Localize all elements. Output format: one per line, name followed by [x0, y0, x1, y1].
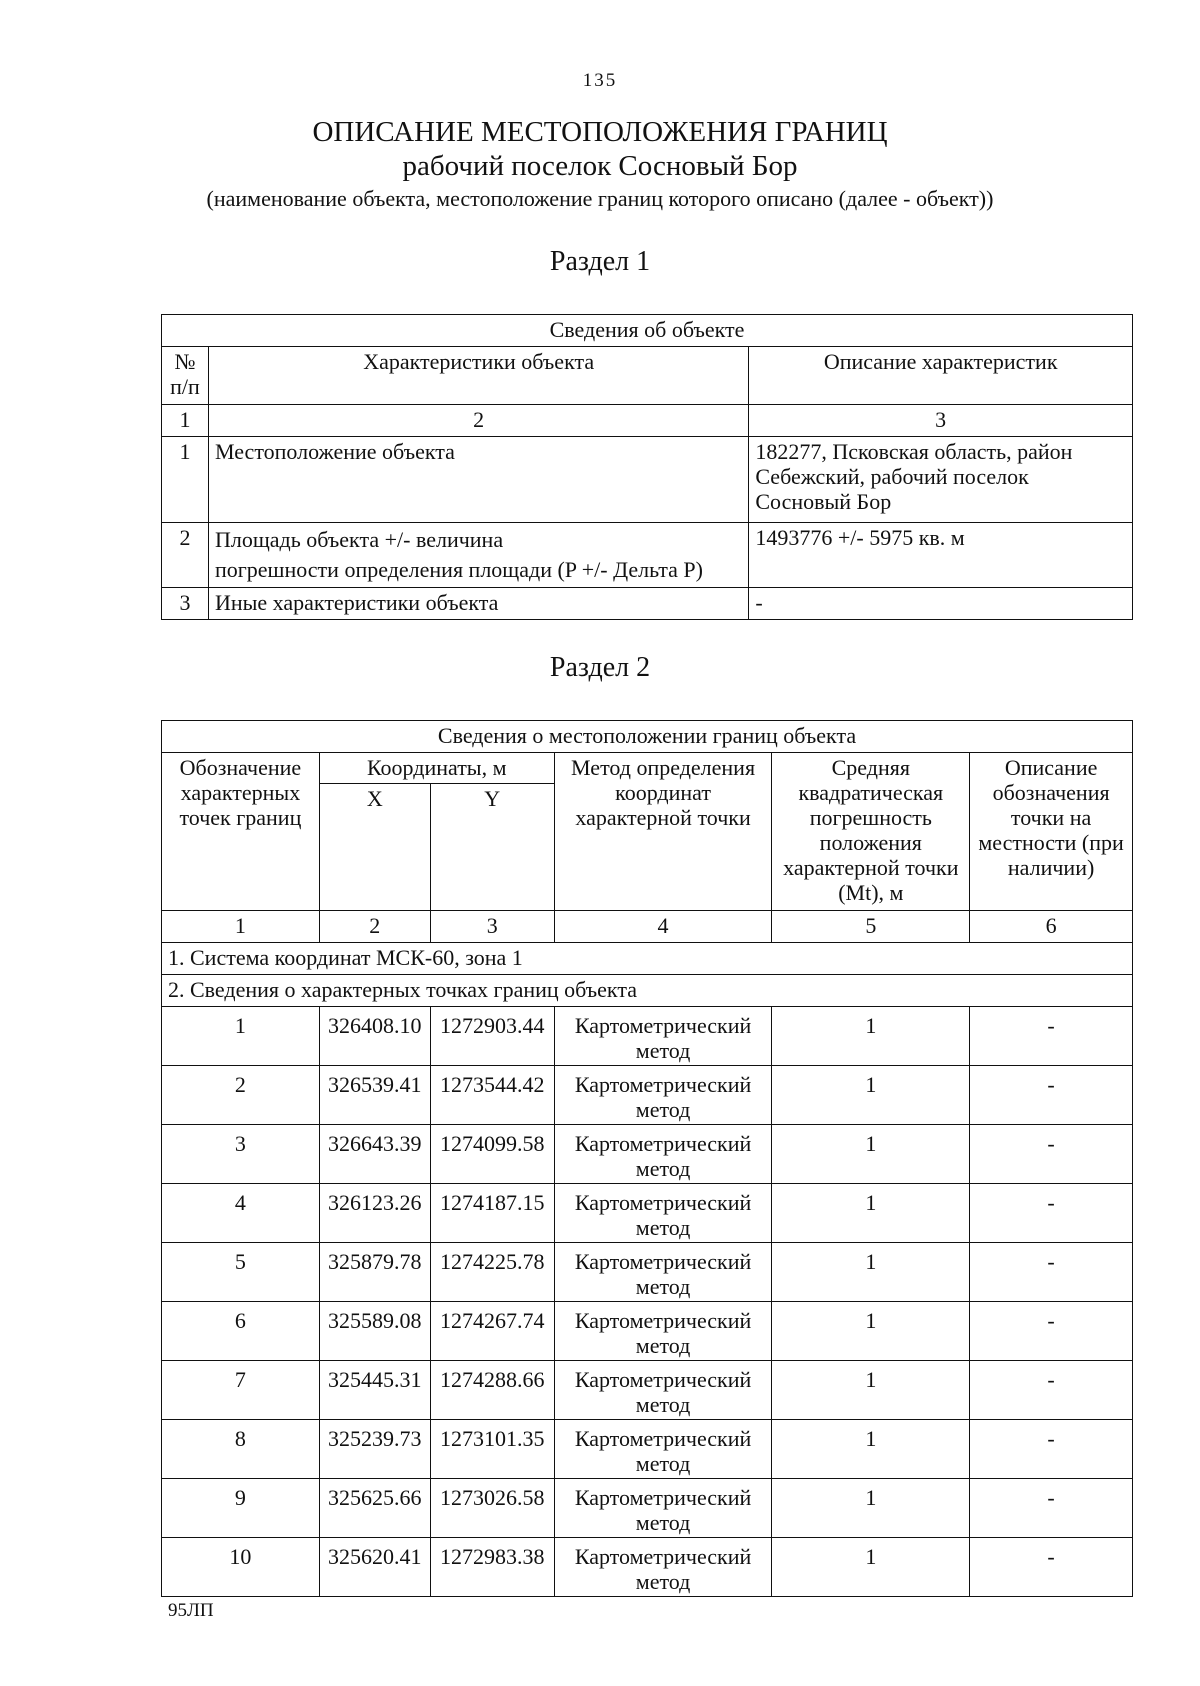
col-number: 1 [162, 405, 209, 437]
row-number: 3 [162, 588, 209, 620]
table-row [162, 523, 1133, 588]
point-id: 5 [162, 1243, 320, 1302]
table-row [162, 437, 1133, 523]
point-method: Картометрический метод [554, 1479, 772, 1538]
point-mt: 1 [772, 1184, 970, 1243]
section-2-heading: Раздел 2 [549, 652, 651, 683]
header-x: X [319, 784, 430, 911]
point-description: - [970, 1007, 1133, 1066]
row-number: 2 [162, 523, 209, 588]
table-row [162, 1538, 1133, 1597]
point-description: - [970, 1184, 1133, 1243]
table-row [162, 1184, 1133, 1243]
header-characteristics: Характеристики объекта [208, 347, 748, 405]
table-row [162, 1420, 1133, 1479]
point-y: 1273101.35 [430, 1420, 554, 1479]
header-num: № п/п [162, 347, 209, 405]
point-x: 325239.73 [319, 1420, 430, 1479]
point-mt: 1 [772, 1361, 970, 1420]
table-row [162, 588, 1133, 620]
boundary-table-title: Сведения о местоположении границ объекта [162, 721, 1133, 753]
point-description: - [970, 1479, 1133, 1538]
point-mt: 1 [772, 1302, 970, 1361]
object-info-table [161, 314, 1133, 620]
point-description: - [970, 1302, 1133, 1361]
page-number: 135 [582, 70, 618, 91]
point-y: 1272983.38 [430, 1538, 554, 1597]
col-number: 4 [554, 911, 772, 943]
table-row [162, 1479, 1133, 1538]
footer-code: 95ЛП [168, 1600, 214, 1621]
col-number: 2 [208, 405, 748, 437]
point-x: 325620.41 [319, 1538, 430, 1597]
header-y: Y [430, 784, 554, 911]
characteristic: Иные характеристики объекта [208, 588, 748, 620]
characteristic-value: - [749, 588, 1133, 620]
header-description: Описание характеристик [749, 347, 1133, 405]
object-name: рабочий поселок Сосновый Бор [402, 150, 798, 182]
point-method: Картометрический метод [554, 1243, 772, 1302]
header-error: Средняя квадратическая погрешность положения характерной точки (Mt), м [772, 753, 970, 911]
point-y: 1274099.58 [430, 1125, 554, 1184]
characteristic [208, 523, 748, 588]
col-number: 1 [162, 911, 320, 943]
table-row [162, 1302, 1133, 1361]
document-title: ОПИСАНИЕ МЕСТОПОЛОЖЕНИЯ ГРАНИЦ [312, 116, 888, 148]
point-x: 325625.66 [319, 1479, 430, 1538]
point-y: 1274225.78 [430, 1243, 554, 1302]
characteristic-line: погрешности определения площади (P +/- Дельта P) [214, 557, 703, 582]
point-mt: 1 [772, 1007, 970, 1066]
header-point-description: Описание обозначения точки на местности (при наличии) [970, 753, 1133, 911]
point-y: 1274187.15 [430, 1184, 554, 1243]
characteristic: Местоположение объекта [208, 437, 748, 523]
table-row [162, 1007, 1133, 1066]
point-y: 1274288.66 [430, 1361, 554, 1420]
point-x: 325589.08 [319, 1302, 430, 1361]
point-method: Картометрический метод [554, 1361, 772, 1420]
point-method: Картометрический метод [554, 1066, 772, 1125]
point-method: Картометрический метод [554, 1302, 772, 1361]
point-description: - [970, 1361, 1133, 1420]
point-method: Картометрический метод [554, 1420, 772, 1479]
point-id: 6 [162, 1302, 320, 1361]
point-id: 3 [162, 1125, 320, 1184]
table-row [162, 1243, 1133, 1302]
col-number: 2 [319, 911, 430, 943]
point-x: 325445.31 [319, 1361, 430, 1420]
point-y: 1273544.42 [430, 1066, 554, 1125]
point-id: 4 [162, 1184, 320, 1243]
point-mt: 1 [772, 1479, 970, 1538]
table-row [162, 1066, 1133, 1125]
point-description: - [970, 1125, 1133, 1184]
header-method: Метод определения координат характерной точки [554, 753, 772, 911]
point-description: - [970, 1420, 1133, 1479]
point-x: 326123.26 [319, 1184, 430, 1243]
point-id: 10 [162, 1538, 320, 1597]
point-y: 1273026.58 [430, 1479, 554, 1538]
boundary-points-table [161, 720, 1133, 1597]
point-description: - [970, 1538, 1133, 1597]
characteristic-line: Площадь объекта +/- величина [214, 527, 504, 552]
points-body [162, 1007, 1133, 1597]
point-method: Картометрический метод [554, 1007, 772, 1066]
points-section-row: 2. Сведения о характерных точках границ объекта [162, 975, 1133, 1007]
point-id: 1 [162, 1007, 320, 1066]
point-method: Картометрический метод [554, 1538, 772, 1597]
point-description: - [970, 1066, 1133, 1125]
point-mt: 1 [772, 1538, 970, 1597]
point-y: 1272903.44 [430, 1007, 554, 1066]
point-x: 326643.39 [319, 1125, 430, 1184]
object-info-table-title: Сведения об объекте [162, 315, 1133, 347]
table-row [162, 1125, 1133, 1184]
point-mt: 1 [772, 1243, 970, 1302]
point-id: 9 [162, 1479, 320, 1538]
col-number: 5 [772, 911, 970, 943]
point-mt: 1 [772, 1125, 970, 1184]
point-x: 326539.41 [319, 1066, 430, 1125]
header-designation: Обозначение характерных точек границ [162, 753, 320, 911]
point-id: 7 [162, 1361, 320, 1420]
point-x: 325879.78 [319, 1243, 430, 1302]
col-number: 3 [430, 911, 554, 943]
table-row [162, 1361, 1133, 1420]
point-y: 1274267.74 [430, 1302, 554, 1361]
point-method: Картометрический метод [554, 1125, 772, 1184]
point-id: 8 [162, 1420, 320, 1479]
point-mt: 1 [772, 1066, 970, 1125]
header-coordinates: Координаты, м [319, 753, 554, 784]
col-number: 6 [970, 911, 1133, 943]
characteristic-value: 182277, Псковская область, район Себежский, рабочий поселок Сосновый Бор [749, 437, 1133, 523]
point-method: Картометрический метод [554, 1184, 772, 1243]
point-id: 2 [162, 1066, 320, 1125]
object-name-caption: (наименование объекта, местоположение границ которого описано (далее - объект)) [206, 186, 994, 211]
coordinate-system-row: 1. Система координат МСК-60, зона 1 [162, 943, 1133, 975]
section-1-heading: Раздел 1 [549, 246, 651, 277]
characteristic-value: 1493776 +/- 5975 кв. м [749, 523, 1133, 588]
row-number: 1 [162, 437, 209, 523]
point-mt: 1 [772, 1420, 970, 1479]
point-x: 326408.10 [319, 1007, 430, 1066]
point-description: - [970, 1243, 1133, 1302]
col-number: 3 [749, 405, 1133, 437]
